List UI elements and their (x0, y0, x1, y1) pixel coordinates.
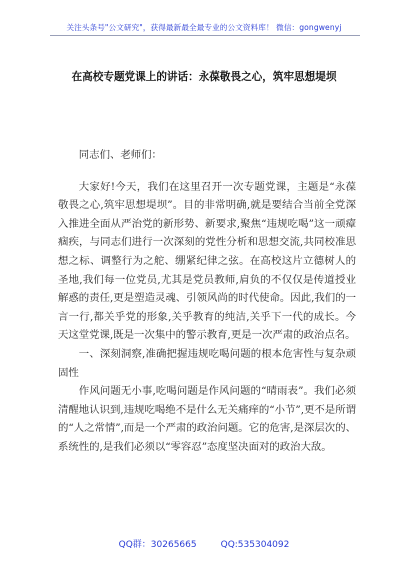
document-title: 在高校专题党课上的讲话：永葆敬畏之心，筑牢思想堤坝 (71, 71, 337, 83)
body-paragraph-section-1: 作风问题无小事,吃喝问题是作风问题的“晴雨表”。我们必须清醒地认识到,违规吃喝绝不是什么无关痛痒的“小节”,更不是所谓的“人之常情”,而是一个严肃的政治问题。它的危害,是深层次的、系统性的,是我们必须以“零容忍”态度坚决面对的政治大敌。 (58, 385, 356, 453)
section-heading-1: 一、深刻洞察,准确把握违规吃喝问题的根本危害性与复杂顽固性 (58, 347, 356, 379)
header-divider (50, 35, 360, 36)
body-paragraph-intro: 大家好!今天，我们在这里召开一次专题党课，主题是“永葆敬畏之心,筑牢思想堤坝”。目的非常明确,就是要结合当前全党深入推进全面从严治党的新形势、新要求,聚焦“违规吃喝”这一顽瘴痼疾，与同志们进行一次深刻的党性分析和思想交流,共同校准思想之标、调整行为之舵、绷紧纪律之弦。在高校这片立德树人的圣地,我们每一位党员,尤其是党员教师,肩负的不仅仅是传道授业解惑的责任,更是塑造灵魂、引领风尚的时代使命。因此,我们的一言一行,都关乎党的形象,关乎教育的纯洁,关乎下一代的成长。今天这堂党课,既是一次集中的警示教育,更是一次严肃的政治点名。 (58, 180, 356, 342)
footer-contact (20, 537, 388, 550)
footer-qq-group: QQ群：30265665 (118, 540, 197, 550)
footer-qq-number: QQ:535304092 (220, 540, 290, 550)
header-banner: 关注头条号"公文研究"，获得最新最全最专业的公文资料库！ 微信：gongwenyj (66, 23, 342, 32)
salutation: 同志们、老师们： (78, 149, 162, 161)
document-body (58, 146, 356, 457)
